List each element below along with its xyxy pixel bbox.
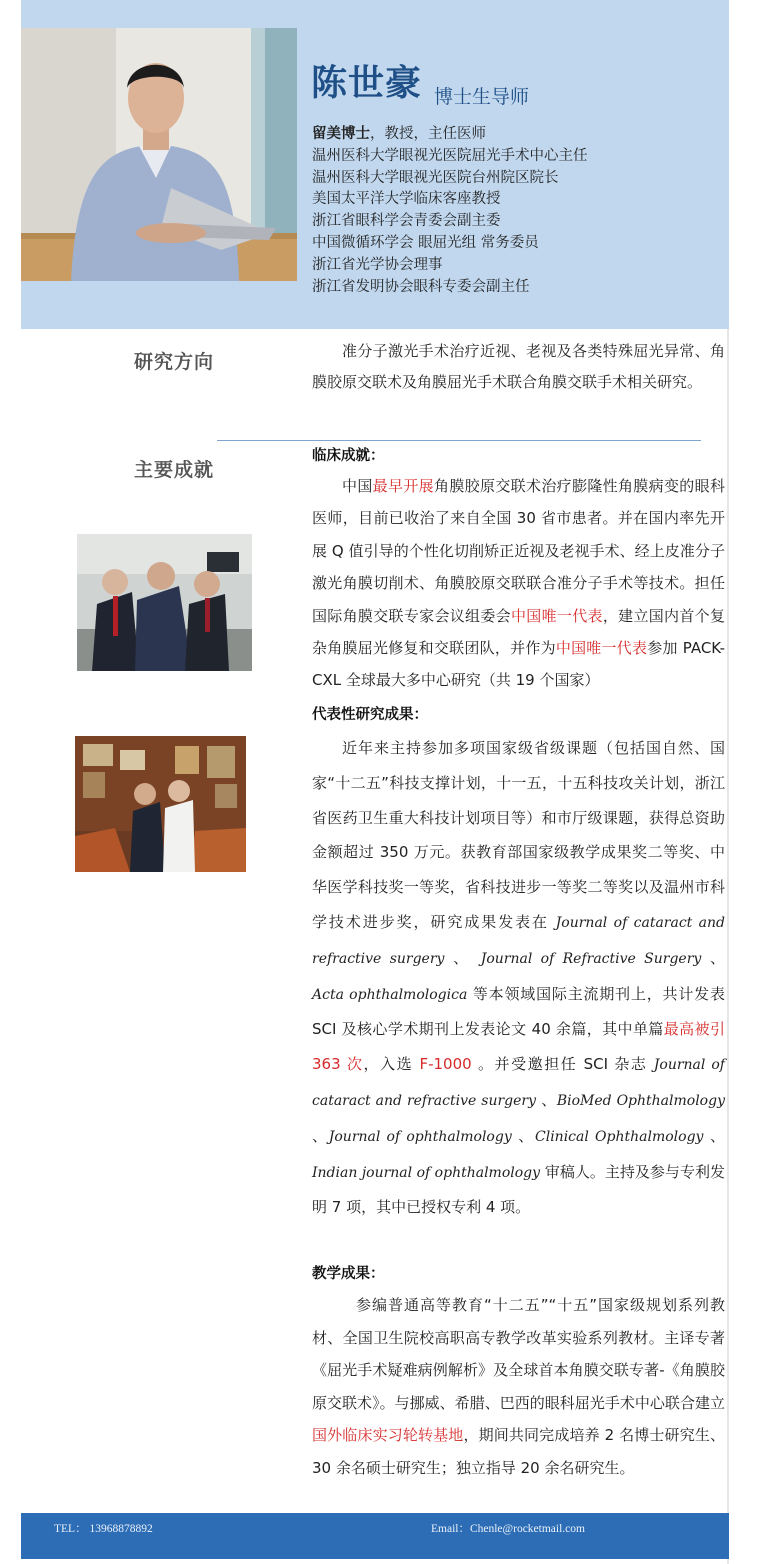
text-run: 角膜胶原交联术治疗膨隆性角膜病变的眼科医师，目前已收治了来自全国 30 省市患者。并在国内率先开展 Q 值引导的个性化切削矫正近视及老视手术、经上皮准分子激光角膜切削术、角膜胶原交联联合准分子手术等技术。担任国际角膜交联专家会议组委会 <box>312 477 725 625</box>
header-left-margin <box>0 0 21 329</box>
text-run: 、 <box>312 1126 329 1145</box>
journal-name: Clinical Ophthalmology <box>535 1128 704 1145</box>
positions-list <box>312 124 588 298</box>
doctor-title: 博士生导师 <box>434 86 530 108</box>
journal-name: Journal of Refractive Surgery <box>480 950 702 967</box>
achievements-label: 主要成就 <box>134 459 215 481</box>
doctor-name: 陈世豪 <box>311 63 423 104</box>
position-degree: 留美博士 <box>312 126 370 142</box>
journal-name: BioMed Ophthalmology <box>556 1092 725 1109</box>
clinical-heading: 临床成就： <box>312 448 385 464</box>
position-item: 温州医科大学眼视光医院屈光手术中心主任 <box>312 147 588 164</box>
position-item: 中国微循环学会 眼屈光组 常务委员 <box>312 234 539 251</box>
journal-name: Journal of cataract and refractive surgery <box>312 914 725 967</box>
footer-phone: TEL： 13968878892 <box>54 1523 153 1535</box>
research-results-text <box>312 731 725 1225</box>
highlight-text: 中国唯一代表 <box>510 606 603 625</box>
highlight-text: 国外临床实习轮转基地 <box>312 1426 464 1445</box>
text-run: 等本领域国际主流期刊上，共计发表 SCI 及核心学术期刊上发表论文 40 余篇，其中单篇 <box>312 984 725 1039</box>
portrait-photo <box>21 28 297 281</box>
text-run: 近年来主持参加多项国家级省级课题（包括国自然、国家“十二五”科技支撑计划，十一五，十五科技攻关计划，浙江省医药卫生重大科技计划项目等）和市厅级课题，获得总资助金额超过 350 万元。获教育部国家级教学成果奖二等奖、中华医学科技奖一等奖，省科技进步一等奖二等奖以及温州市科学技术进步奖，研究成果发表在 <box>312 739 725 931</box>
journal-name: Acta ophthalmologica <box>312 986 468 1003</box>
highlight-text: F-1000 <box>419 1055 472 1074</box>
text-run: ，建立国内首个复杂角膜屈光修复和交联团队，并作为 <box>312 606 725 658</box>
position-item: 温州医科大学眼视光医院台州院区院长 <box>312 169 559 186</box>
group-photo <box>77 534 252 671</box>
journal-name: Indian journal of ophthalmology <box>312 1164 541 1181</box>
journal-name: Journal of cataract and refractive surgery <box>312 1057 725 1109</box>
footer-email: Email：Chenle@rocketmail.com <box>431 1523 585 1535</box>
office-photo <box>75 736 246 872</box>
clinical-text <box>312 470 725 697</box>
text-run: 、 <box>444 948 481 967</box>
text-run: ，期间共同完成培养 2 名博士研究生、30 余名硕士研究生；独立指导 20 余名研究生。 <box>312 1426 725 1477</box>
highlight-text: 最早开展 <box>372 477 434 495</box>
text-run: 中国 <box>342 477 373 495</box>
position-ranks: ，教授，主任医师 <box>370 126 486 142</box>
text-run: 、 <box>701 948 725 967</box>
text-run: 、 <box>511 1126 536 1145</box>
highlight-text: 中国唯一代表 <box>555 639 648 658</box>
journal-name: Journal of ophthalmology <box>328 1128 512 1145</box>
text-run: 审稿人。主持及参与专利发明 7 项，其中已授权专利 4 项。 <box>312 1162 725 1217</box>
section-divider <box>217 440 701 441</box>
position-item <box>312 124 588 146</box>
teaching-text <box>312 1289 725 1485</box>
position-item: 浙江省眼科学会青委会副主委 <box>312 213 501 230</box>
position-item: 浙江省光学协会理事 <box>312 256 443 273</box>
research-text: 准分子激光手术治疗近视、老视及各类特殊屈光异常、角膜胶原交联术及角膜屈光手术联合角膜交联手术相关研究。 <box>312 342 725 391</box>
text-run: 参编普通高等教育“十二五”“十五”国家级规划系列教材、全国卫生院校高职高专教学改革实验系列教材。主译专著《屈光手术疑难病例解析》及全球首本角膜交联专著-《角膜胶原交联术》。与挪威、希腊、巴西的眼科屈光手术中心联合建立 <box>312 1296 725 1412</box>
text-run: 、 <box>536 1090 557 1109</box>
text-run: 、 <box>703 1126 725 1145</box>
research-results-heading: 代表性研究成果： <box>312 707 428 723</box>
position-item: 美国太平洋大学临床客座教授 <box>312 191 501 208</box>
position-item: 浙江省发明协会眼科专委会副主任 <box>312 278 530 295</box>
research-label: 研究方向 <box>134 351 215 373</box>
text-run: 参加 PACK-CXL 全球最大多中心研究（共 19 个国家） <box>312 639 725 690</box>
text-run: 。并受邀担任 SCI 杂志 <box>471 1055 654 1074</box>
teaching-heading: 教学成果： <box>312 1266 385 1282</box>
highlight-text: 最高被引 363 次 <box>312 1020 725 1074</box>
text-run: ，入选 <box>363 1055 420 1074</box>
